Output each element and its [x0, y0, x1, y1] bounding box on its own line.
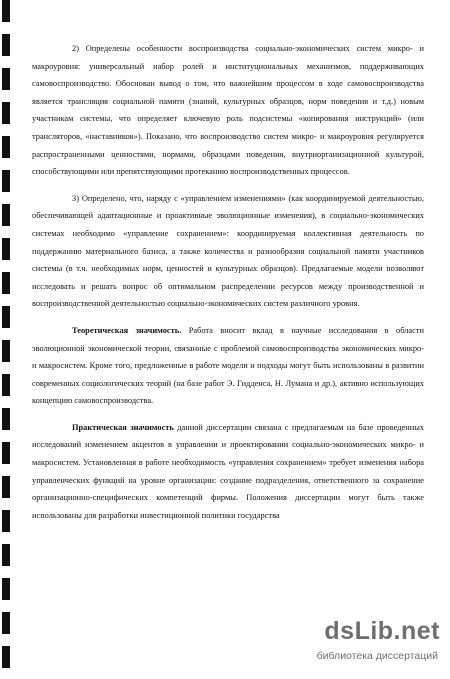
- paragraph-finding-2: [32, 40, 424, 181]
- watermark: [292, 617, 442, 669]
- paragraph-text: Работа вносит вклад в научные исследования в области эволюционной экономической теории, связанные с проблемой самовоспроизводства экономических микро- и макросистем. Кроме того, предложенные в работе модели и подходы могут быть использованы в развитии современных социологических теорий (на базе работ Э. Гидденса, Н. Лумана и др.), активно использующих концепцию самовоспроизводства.: [32, 325, 425, 406]
- paragraph-lead: Практическая значимость: [72, 422, 174, 432]
- watermark-tagline: библиотека диссертаций: [316, 650, 438, 662]
- paragraph-finding-3: [32, 190, 424, 313]
- binding-edge: [2, 0, 10, 679]
- paragraph-practical-significance: [32, 419, 424, 525]
- paragraph-lead: Теоретическая значимость.: [72, 325, 182, 335]
- paragraph-text: 3) Определено, что, наряду с «управлением изменениями» (как координируемой деятельностью, обеспечивающей адаптационные и проактивные эволюционные изменения), в социально-экономических системах необходимо «управление сохранением»: координируемая коллективная деятельность по поддержанию материального базиса, а также количества и разнообразия социальной памяти участников системы (в т.ч. необходимых норм, ценностей и культурных образцов). Предлагаемые модели позволяют исследовать и решать вопрос об оптимальном распределении ресурсов между производственной и воспроизводственной деятельностью социально-экономических систем различного уровня.: [32, 193, 424, 309]
- paragraph-theoretical-significance: [32, 322, 424, 410]
- watermark-logo: dsLib.net: [324, 617, 440, 645]
- document-page: [32, 40, 424, 533]
- paragraph-text: 2) Определены особенности воспроизводства социально-экономических систем микро- и макроуровня: универсальный набор ролей и институциональных механизмов, поддерживающих самовоспроизводство. Обоснован вывод о том, что важнейшим процессом в ходе самовоспроизводства является трансляция социальной памяти (знаний, культурных образцов, норм поведения и т.д.) новым участникам системы, что определяет ключевую роль подсистемы «копирования инструкций» (или трансляторов, «наставников»). Показано, что воспроизводство систем микро- и макроуровня регулируется распространенными ценностями, нормами, образцами поведения, внутриорганизационной культурой, способствующими или препятствующими протеканию воспроизводственных процессов.: [32, 44, 424, 177]
- paragraph-text: данной диссертации связана с предлагаемым на базе проведенных исследований изменением акцентов в управлении и проектировании социально-экономических микро- и макросистем. Установленная в работе необходимость «управления сохранением» требует изменения набора управленческих функций на уровне организации: создание подразделения, ответственного за сохранение организационно-специфических компетенций фирмы. Положения диссертации могут быть также использованы для разработки инвестиционной политики государства: [32, 422, 425, 520]
